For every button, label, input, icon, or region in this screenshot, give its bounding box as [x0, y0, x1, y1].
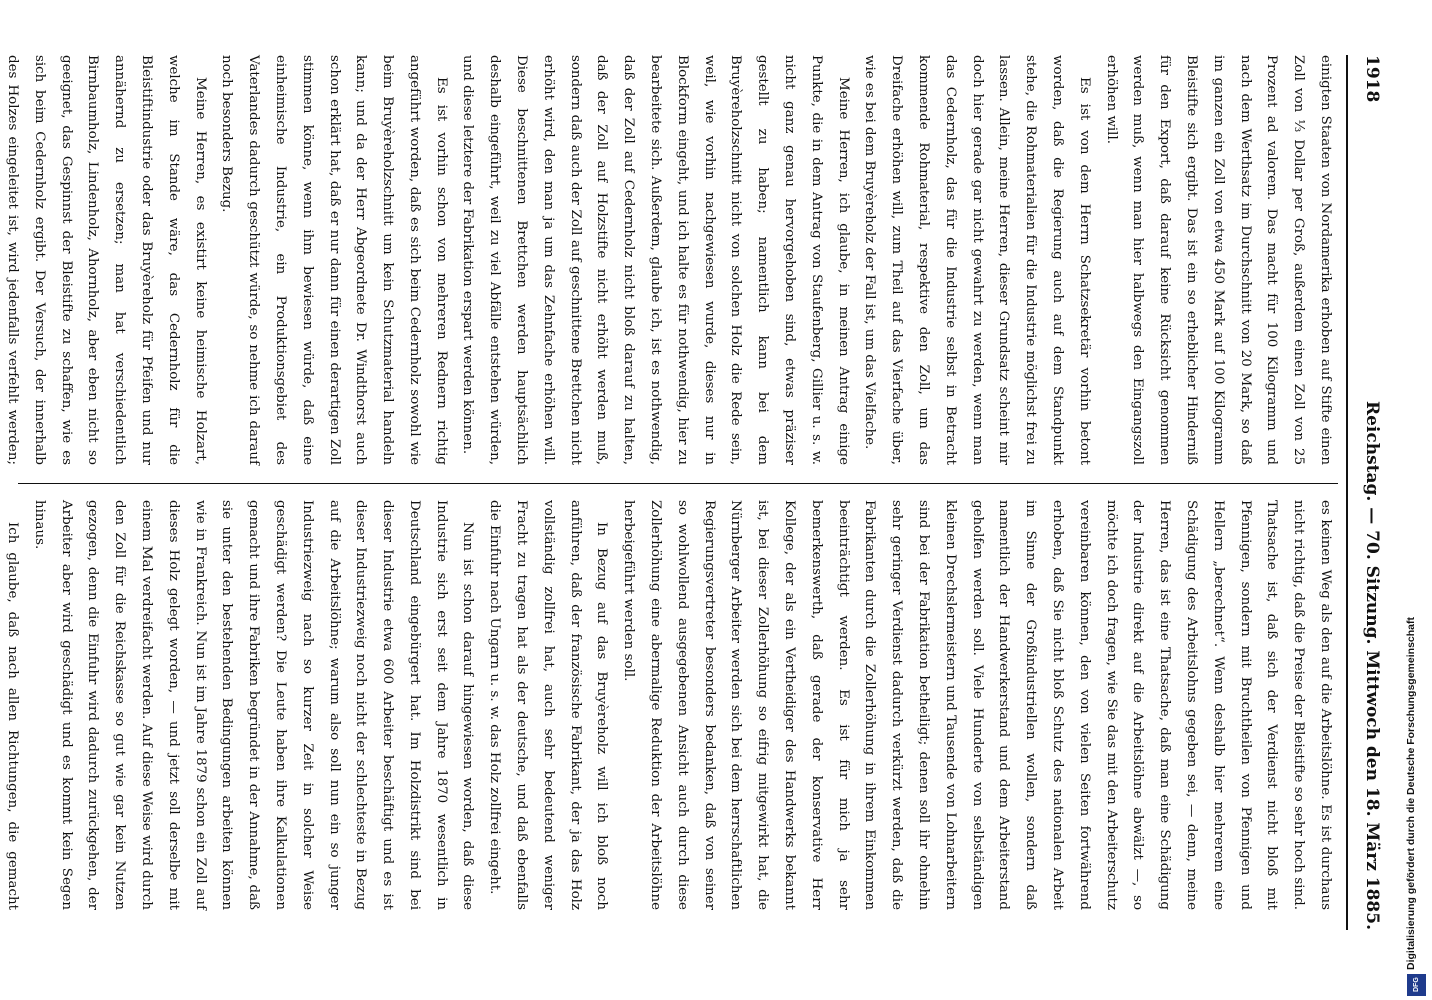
paragraph: Meine Herren, ich glaube, in meinen Antrag einige Punkte, die in dem Antrag von Staufenberg, Gillier u. s. w. nicht ganz genau hervorgehoben sind, etwas präziser gestellt zu haben; namentlich kann bei dem Bruyèreholzschnitt nicht von solchen Holz die Rede sein, weil, wie vorhin nachgewiesen wurde, dieses nur in Blockform eingeht, und ich halte es für nothwendig, hier zu bearbeitete sich. Außerdem, glaube ich, ist es nothwendig, daß der Zoll auf Cedernholz nicht bloß darauf zu halten, daß der Zoll auf Holzstifte nicht erhöht werden muß, sondern daß auch der Zoll auf geschnittene Brettchen nicht erhöht wird, den man ja um das Zehnfache erhöhen will. Diese beschnittenen Brettchen werden hauptsächlich deshalb eingeführt, weil zu viel Abfälle entstehen würden, und diese letztere der Fabrikation erspart werden können.: [460, 55, 851, 465]
digitization-footer: [1401, 0, 1432, 1000]
paragraph: Es ist vorhin schon von mehreren Rednern richtig angeführt worden, daß es sich beim Cedernholz sowohl wie beim Bruyèreholzschnitt um kein Schutzmaterial handeln kann; und da der Herr Abgeordnete Dr. Windthorst auch schon erklärt hat, daß er nur dann für einen derartigen Zoll stimmen könne, wenn ihm bewiesen würde, daß eine einheimische Industrie, ein Produktionsgebiet des Vaterlandes dadurch geschützt würde, so nehme ich darauf noch besonders Bezug.: [219, 55, 449, 465]
right-column: [4, 500, 1338, 911]
column-divider: [18, 483, 1338, 484]
paragraph: Meine Herren, es existirt keine heimische Holzart, welche im Stande wäre, das Cedernholz für die Bleistiftindustrie oder das Bruyèreholz für Pfeifen und nur annähernd zu ersetzen; man hat verschiedentlich Birnbaumholz, Lindenholz, Ahornholz, aber eben nicht so geeignet, das Gespinnst der Bleistifte zu schaffen, wie es sich beim Cedernholz ergibt. Der Versuch, der innerhalb des Holzes eingeleitet ist, wird jedenfalls verfehlt werden;: [4, 55, 208, 465]
left-column: [4, 55, 1338, 465]
paragraph: Nun ist schon darauf hingewiesen worden, daß diese Industrie sich erst seit dem Jahre 1870 wesentlich in Deutschland eingebürgert hat. Im Holzdistrikt sind bei dieser Industrie etwa 600 Arbeiter beschäftigt und es ist dieser Industriezweig noch nicht der schlechteste in Bezug auf die Arbeitslöhne; warum also soll nun ein so junger Industriezweig nach so kurzer Zeit in solcher Weise geschädigt werden? Die Leute haben ihre Kalkulationen gemacht und ihre Fabriken begründet in der Annahme, daß sie unter den bestehenden Bedingungen arbeiten können wie in Frankreich. Nun ist im Jahre 1879 schon ein Zoll auf dieses Holz gelegt worden, — und jetzt soll derselbe mit einem Mal verdreifacht werden. Auf diese Weise wird durch den Zoll für die Reichskasse so gut wie gar kein Nutzen gezogen, denn die Einfuhr wird dadurch zurückgehen, der Arbeiter aber wird geschädigt und es kommt kein Segen hinaus.: [31, 500, 476, 910]
paragraph: es keinen Weg als den auf die Arbeitslöhne. Es ist durchaus nicht richtig, daß die Preise der Bleistifte so sehr hoch sind. Thatsache ist, daß sich der Verdienst nicht bloß mit Pfennigen, sondern mit Bruchtheilen von Pfennigen und Hellern „berechnet“. Wenn deshalb hier mehrerem eine Schädigung des Arbeitslohns gegeben sei, — denn, meine Herren, das ist eine Thatsache, daß man eine Schädigung der Industrie direkt auf die Arbeitslöhne abwälzt —, so möchte ich doch fragen, wie Sie das mit den Arbeiterschutz vereinbaren können, den von vielen Seiten fortwährend erhoben, daß Sie nicht bloß Schutz des nationalen Arbeit im Sinne der Großindustriellen wollen, sondern daß namentlich der Handwerkerstand und dem Arbeiterstand geholfen werden soll. Viele Hunderte von selbständigen kleinen Drechslermeistern und Tausende von Lohnarbeitern sind bei der Fabrikation betheiligt; denen soll ihr ohnehin sehr geringer Verdienst dadurch verkürzt werden, daß die Fabrikanten durch die Zollerhöhung in ihrem Einkommen beeinträchtigt werden. Es ist für mich ja sehr bemerkenswerth, daß gerade der konservative Herr Kollege, der als ein Vertheidiger des Handwerks bekannt ist, bei dieser Zollerhöhung so eifrig mitgewirkt hat, die Nürnberger Arbeiter werden sich bei dem herrschaftlichen Regierungsvertreter besonders bedanken, daß von seiner so wohlwollend ausgegebenen Ansicht auch durch diese Zollerhöhung eine abermalige Reduktion der Arbeitslöhne herbeigeführt werden soll.: [621, 500, 1333, 911]
paragraph: Ich glaube, daß nach allen Richtungen, die gemacht: [4, 522, 20, 910]
dfg-logo: DFG: [1407, 974, 1426, 996]
page-header: [1352, 55, 1382, 930]
digitization-note: Digitalisierung gefördert durch die Deutsche Forschungsgemeinschaft: [1405, 617, 1417, 970]
page-number: 1918: [1362, 55, 1382, 103]
paragraph: In Bezug auf das Bruyèreholz will ich bloß noch anführen, daß der französische Fabrikant, der ja das Holz vollständig zollfrei hat, auch sehr bedeutend weniger Fracht zu tragen hat als der deutsche, und daß ebenfalls die Einfuhr nach Ungarn u. s. w. das Holz zollfrei eingeht.: [487, 500, 610, 910]
paragraph: Es ist von dem Herrn Schatzsekretär vorhin betont worden, daß die Regierung auch auf dem Standpunkt stehe, die Rohmaterialien für die Industrie möglichst frei zu lassen. Allein, meine Herren, dieser Grundsatz scheint mir doch hier gerade gar nicht gewahrt zu werden, wenn man das Cedernholz, das für die Industrie selbst in Betracht kommende Rohmaterial, respektive den Zoll, um das Dreifache erhöhen will, zum Theil auf das Vierfache über, wie es bei dem Bruyèreholz der Fall ist, um das Vielfache.: [862, 55, 1092, 465]
paragraph: einigten Staaten von Nordamerika erhoben auf Stifte einen Zoll von ⅓ Dollar per Groß, außerdem einen Zoll von 25 Prozent ad valorem. Das macht für 100 Kilogramm und nach dem Werthsatz im Durchschnitt von 20 Mark, so daß im ganzen ein Zoll von etwa 450 Mark auf 100 Kilogramm Bleistifte sich ergibt. Das ist ein so erheblicher Hinderniß für den Export, daß darauf keine Rücksicht genommen werden muß, wenn man hier halbwegs den Eingangszoll erhöhen will.: [1103, 55, 1333, 465]
running-title: Reichstag. — 70. Sitzung. Mittwoch den 18. März 1885.: [1362, 400, 1382, 930]
header-rule: [1346, 55, 1348, 930]
